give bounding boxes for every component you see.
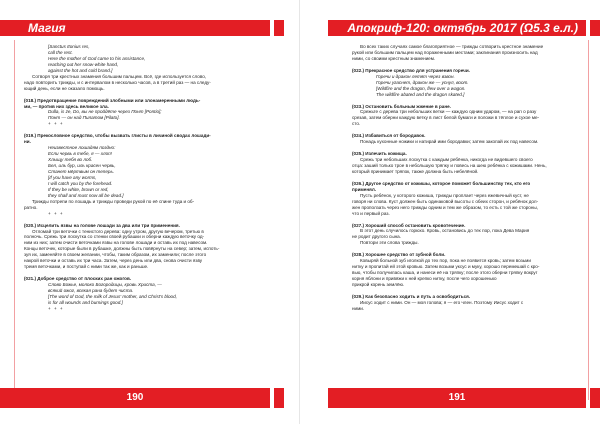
paragraph-line: что и первый раз.: [352, 210, 390, 216]
right-page-body: [352, 44, 580, 312]
verse-line: against the hot and cold brand.]: [48, 67, 113, 73]
paragraph-line: полночь. Срежь три лоскутка со стенки своей рубашки и оберни каждую веточку од-: [24, 234, 205, 240]
verse-line: Неизвестное лошадям поздно:: [48, 145, 116, 151]
section-heading-line: ни.: [24, 139, 31, 145]
verse-line: [Wildfire and the dragon, flew over a wagon.: [376, 85, 466, 91]
section-heading-line: (026.) Другое средство от кожишы, которое поможет большинству тех, кто его: [352, 180, 531, 186]
paragraph-line: корня яблони и привяжи к ней крепко нитку, после чего хорошенько: [352, 276, 497, 282]
paragraph-line: Концы веточек, которые были в рубашке, должны быть повёрнуты на север; затем, испоть-: [24, 246, 220, 252]
header-tab-left: [274, 20, 284, 36]
verse-line: Если червь в тебе, я — хлоп!: [48, 151, 112, 157]
verse-line: Хлыщу тебя во лоб.: [48, 157, 93, 163]
verse-line: reaching out her snow-white hand,: [48, 61, 119, 67]
section-end-mark: + + +: [48, 305, 64, 311]
verse-line: [The word of God, the milk of Jesus' mother, and Christ's blood,: [48, 293, 177, 299]
paragraph-line: Пусть ребёнок, у которого кожиша, трижды проплает через ежевичный куст, не: [360, 192, 529, 198]
paragraph-line: Трижды потрепи по лошадь и трижды проведи рукой по её спине туда и об-: [32, 198, 195, 204]
paragraph-line: ними.: [352, 305, 365, 311]
paragraph-line: Во всех таких случаях самое благоприятное — трижды сотворить крестное знамение: [360, 44, 544, 49]
verse-line: I will catch you by the forehead.: [48, 180, 113, 186]
verse-line: is for all wounds and burnings good.]: [48, 299, 123, 305]
header-tab-right: [590, 20, 600, 36]
verse-line: Dulla, іs ze, Do, вы не пройдёте через Понт [Pontio];: [48, 109, 162, 115]
verse-line: [If you have any worms,: [48, 174, 97, 180]
verse-line: Слово Божье, молоко Богородицы, кровь Христа, —: [48, 282, 162, 288]
paragraph-line: надо повторить трижды, и с интервалом в несколько часов, а в третий раз — на следу-: [24, 79, 211, 85]
side-rule-left: [14, 40, 15, 400]
paragraph-line: Срежьте с дерева три небольших ветки — каждую одним ударом, — на рап о разу: [360, 109, 537, 115]
section-end-mark: + + +: [48, 121, 64, 127]
paragraph-line: сто.: [352, 121, 361, 127]
paragraph-line: вью, чтобы получилась каша, и нанеси её на тряпку; после этого оберни тряпку вокруг: [352, 270, 538, 276]
page-header-left: Магия: [0, 20, 270, 36]
page-number-right: 191: [328, 388, 586, 408]
section-heading-line: (028.) Хорошее средство от зубной боли.: [352, 252, 446, 258]
section-heading-line: (019.) Прекословное средство, чтобы вызвать глисты в личиной сводах лошади-: [24, 133, 211, 139]
section-heading-line: (020.) Исцелить язвы на голове лошади за два или три применения.: [24, 222, 180, 228]
page-header-right: Апокриф-120: октябрь 2017 (Ω5.3 е.л.): [328, 20, 586, 36]
verse-line: Here the mother of God came to his assistance,: [48, 55, 146, 61]
paragraph-line: ющий день, если не оказало помощь.: [24, 85, 105, 91]
verse-line: Понт — он над Пилатом [Pilato].: [48, 115, 120, 121]
paragraph-line: не родит другого сына.: [352, 234, 401, 240]
paragraph-line: тремя веточками, и поступай с ними так же, как и раньше.: [24, 264, 149, 270]
paragraph-line: ратно.: [24, 204, 38, 210]
paragraph-line: ним из них; затем очисти веточками язвы на голове лошади и оставь их под навесом.: [24, 240, 208, 246]
paragraph-line: зуя их, заменяйте в своем желании, чтобы, таким образом, их заменили; после этого: [24, 252, 207, 258]
paragraph-line: прикрой корень землёю.: [352, 282, 405, 288]
section-end-mark: + + +: [48, 210, 64, 216]
section-heading-line: (029.) Как безопасно ходить и путь а освободиться.: [352, 293, 471, 299]
section-heading-line: ми, — против них здесь великое зла.: [24, 103, 109, 109]
section-heading-line: (025.) Излечить кожища.: [352, 151, 407, 157]
paragraph-line: Отломай три веточки с тенистого дерева: одну утром, другую вечером, третью в: [32, 228, 204, 234]
section-heading-line: (023.) Остановить больным жжение в ране.: [352, 103, 451, 109]
verse-line: всякий ожог, всякая рана будет чиста.: [48, 288, 134, 294]
paragraph-line: срезав, затем оберни каждую ветку в лист белой бумаги и положи в тёплое и сухое ме-: [352, 115, 540, 121]
verse-line: If they be white, brown or red,: [48, 186, 109, 192]
paragraph-line: нитку и пропитай ей этой кровью. Затем возьми уксус и муку, хорошо перемешай с кро-: [352, 264, 540, 270]
side-rule-right: [588, 40, 589, 400]
paragraph-line: Иисус ходит с ними. Он — моя голова; я — его член. Поэтому Иисус ходит с: [360, 299, 524, 305]
left-page-body: [24, 44, 264, 312]
verse-line: call the rest.: [48, 49, 73, 55]
paragraph-line: Срежь три небольших лоскутка с каждым ребёнка, никогда не видевшего своего: [360, 157, 533, 163]
paragraph-line: Ковыряй больной зуб иголкой до тех пор, пока не появится кровь; затем возьми: [360, 258, 531, 264]
page-number-tab-left: [274, 388, 284, 408]
right-page: [300, 0, 600, 424]
verse-line: they shall and must now all be dead.]: [48, 192, 124, 198]
verse-line: Горечи и дракон летят через взвон.: [376, 73, 455, 79]
section-heading-line: (027.) Хороший способ остановить кровотечение.: [352, 222, 466, 228]
paragraph-line: жен проползать через него трижды одним и тем же образом, то есть с той же стороны,: [352, 204, 538, 210]
section-heading-line: (022.) Прекрасное средство для устранения горечи.: [352, 67, 470, 73]
paragraph-line: рукой или большим пальцем над пораженными местами; заклинания произносить над: [352, 49, 538, 55]
page-number-tab-right: [590, 388, 600, 408]
verse-line: [Sanctus Itonius res,: [48, 44, 90, 49]
verse-line: The wildfire abated and the dragon skated.]: [376, 91, 465, 97]
paragraph-line: ними, со своими крестным знамением.: [352, 55, 436, 61]
verse-line: Горечи угаснет, дракон же — уснул, воот.: [376, 79, 469, 85]
section-heading-line: (021.) Доброе средство от плоских ран ожогов.: [24, 276, 132, 282]
paragraph-line: накрой веточки и оставь их три часа. Затем, через день или два, снова очисти язву: [24, 258, 203, 264]
section-heading-line: (018.) Предотвращение повреждений злобными или злонамеренными людь-: [24, 97, 201, 103]
verse-line: Бел, иль бур, иль красен червь,: [48, 163, 116, 169]
paragraph-line: отца: заший только трое в небольшую тряпку и повесь на шею ребёнка с кожишами. Нень,: [352, 163, 547, 168]
paragraph-line: Понадь кухонные ножики и натирай ими бородавки; затем закопай их под навесом.: [360, 139, 539, 145]
section-heading-line: (024.) Избавиться от бородавок.: [352, 133, 426, 139]
paragraph-line: который принимает тряпок, также должна быть небелёной.: [352, 168, 479, 174]
paragraph-line: Сотворя три крестных знамения большим пальцем. Всё, где используется слово,: [32, 73, 207, 79]
section-heading-line: применял.: [352, 186, 377, 192]
verse-line: Станет мёртвым он теперь.: [48, 168, 115, 174]
paragraph-line: говоря ни слова. Куст должен быть одинаковой высоты с обеих сторон, и ребёнок дол-: [352, 198, 539, 204]
paragraph-line: Повтори эти слова трижды.: [360, 240, 419, 246]
page-number-left: 190: [0, 388, 270, 408]
paragraph-line: В этот день случилось горюхо. Кровь, остановись до тех пор, пока Дева Мария: [360, 228, 530, 234]
